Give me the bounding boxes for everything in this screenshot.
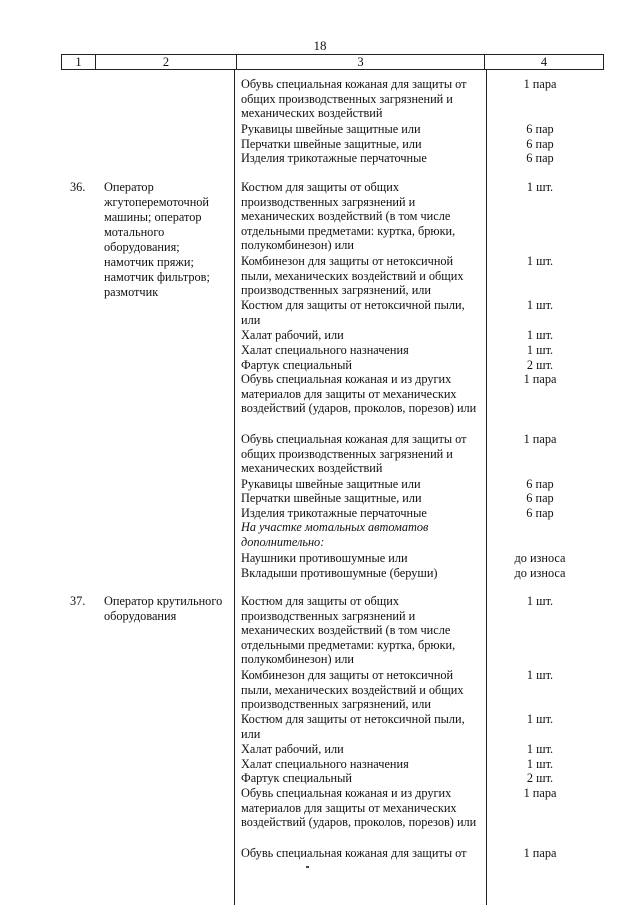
item-name: Обувь специальная кожаная для защиты от общих производственных загрязнений и механических воздействий <box>241 432 467 476</box>
profession-name: Оператор жгутоперемоточной машины; оператор мотального оборудования; намотчик пряжи; намотчик фильтров; размотчик <box>104 180 210 299</box>
item-qty: 1 пара <box>523 846 557 860</box>
item-qty: 6 пар <box>526 122 554 136</box>
table-header <box>61 54 604 70</box>
item-qty: 1 пара <box>523 786 557 800</box>
item-qty: 1 шт. <box>526 594 554 608</box>
entry-number: 36. <box>70 180 86 194</box>
item-name: Костюм для защиты от общих производственных загрязнений и механических воздействий (в том числе отдельными предметами: куртка, брюки, полукомбинезон) или <box>241 180 456 253</box>
item-qty: 1 шт. <box>526 757 554 771</box>
item-qty: 1 пара <box>523 77 557 91</box>
item-name: Костюм для защиты от нетоксичной пыли, или <box>241 712 465 741</box>
column-divider <box>234 70 235 905</box>
item-name: Костюм для защиты от общих производственных загрязнений и механических воздействий (в том числе отдельными предметами: куртка, брюки, полукомбинезон) или <box>241 594 456 667</box>
item-qty: 1 шт. <box>526 742 554 756</box>
item-name: Халат специального назначения <box>241 343 409 357</box>
item-qty: 6 пар <box>526 491 554 505</box>
column-divider <box>486 70 487 905</box>
item-qty: 6 пар <box>526 137 554 151</box>
item-name: Изделия трикотажные перчаточные <box>241 506 427 520</box>
item-qty: 1 шт. <box>526 180 554 194</box>
scan-speck <box>306 866 309 868</box>
item-qty: 6 пар <box>526 506 554 520</box>
item-qty: 1 пара <box>523 372 557 386</box>
column-header-3: 3 <box>237 55 485 69</box>
item-qty: 1 шт. <box>526 298 554 312</box>
item-name: Халат специального назначения <box>241 757 409 771</box>
item-qty: 2 шт. <box>526 358 554 372</box>
item-name: Обувь специальная кожаная для защиты от <box>241 846 467 860</box>
page-number: 18 <box>313 38 327 53</box>
item-qty: 1 шт. <box>526 343 554 357</box>
item-name: Изделия трикотажные перчаточные <box>241 151 427 165</box>
item-qty: 6 пар <box>526 151 554 165</box>
item-name: Перчатки швейные защитные, или <box>241 491 422 505</box>
item-name: Халат рабочий, или <box>241 742 344 756</box>
item-qty: до износа <box>514 551 566 565</box>
item-name: Обувь специальная кожаная и из других материалов для защиты от механических воздействий (ударов, проколов, порезов) или <box>241 786 477 830</box>
item-name: Костюм для защиты от нетоксичной пыли, или <box>241 298 465 327</box>
item-name: Рукавицы швейные защитные или <box>241 122 421 136</box>
item-qty: до износа <box>514 566 566 580</box>
item-name: Обувь специальная кожаная для защиты от общих производственных загрязнений и механических воздействий <box>241 77 467 121</box>
item-qty: 1 шт. <box>526 712 554 726</box>
profession-name: Оператор крутильного оборудования <box>104 594 223 623</box>
item-name: Наушники противошумные или <box>241 551 408 565</box>
item-name: Комбинезон для защиты от нетоксичной пыли, механических воздействий и общих производственных загрязнений, или <box>241 254 464 298</box>
item-name: Вкладыши противошумные (беруши) <box>241 566 438 580</box>
item-name: Фартук специальный <box>241 358 352 372</box>
item-name: Обувь специальная кожаная и из других материалов для защиты от механических воздействий (ударов, проколов, порезов) или <box>241 372 477 416</box>
column-header-4: 4 <box>540 55 548 69</box>
item-name: Перчатки швейные защитные, или <box>241 137 422 151</box>
item-qty: 2 шт. <box>526 771 554 785</box>
item-qty: 6 пар <box>526 477 554 491</box>
item-name: Халат рабочий, или <box>241 328 344 342</box>
item-qty: 1 шт. <box>526 254 554 268</box>
item-name: Рукавицы швейные защитные или <box>241 477 421 491</box>
item-qty: 1 пара <box>523 432 557 446</box>
item-qty: 1 шт. <box>526 668 554 682</box>
column-header-1: 1 <box>62 55 96 69</box>
column-header-2: 2 <box>96 55 237 69</box>
entry-number: 37. <box>70 594 86 608</box>
item-qty: 1 шт. <box>526 328 554 342</box>
item-name: Комбинезон для защиты от нетоксичной пыли, механических воздействий и общих производственных загрязнений, или <box>241 668 464 712</box>
item-name: Фартук специальный <box>241 771 352 785</box>
section-note: На участке мотальных автоматов дополнительно: <box>241 520 429 549</box>
